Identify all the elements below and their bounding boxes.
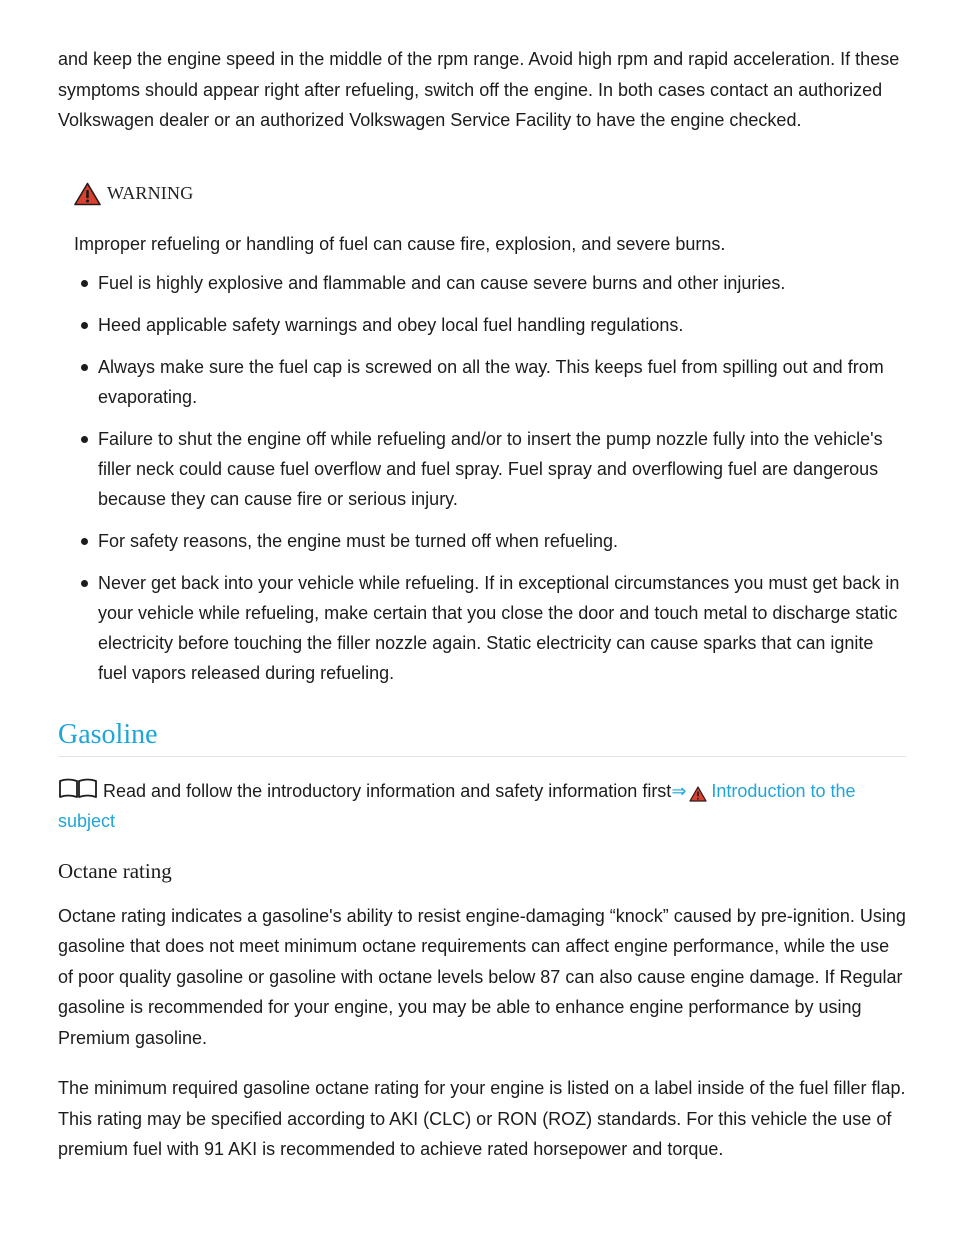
warning-item-text: Never get back into your vehicle while refueling. If in exceptional circumstances you must get back in your vehicle while refueling, make certain that you close the door and touch metal to discharge static electricity before touching the filler nozzle again. Static electricity can cause sparks that can ignite fuel vapors released during refueling.	[98, 572, 900, 683]
small-warning-icon	[688, 781, 708, 803]
warning-list-item	[74, 352, 906, 412]
warning-header	[74, 180, 906, 208]
warning-item-text: Failure to shut the engine off while refueling and/or to insert the pump nozzle fully into the vehicle's filler neck could cause fuel overflow and fuel spray. Fuel spray and overflowing fuel are dangerous because they can cause fire or serious injury.	[98, 428, 883, 509]
introduction-link-text[interactable]: Introduction to the subject	[58, 780, 856, 831]
intro-text: Read and follow the introductory information and safety information first	[103, 780, 672, 801]
warning-item-text: Heed applicable safety warnings and obey local fuel handling regulations.	[98, 314, 684, 335]
bullet-dot	[81, 322, 88, 329]
warning-lead: Improper refueling or handling of fuel can cause fire, explosion, and severe burns.	[74, 233, 726, 254]
warning-list	[74, 268, 906, 688]
bullet-dot	[81, 436, 88, 443]
octane-paragraph-1: Octane rating indicates a gasoline's ability to resist engine-damaging “knock” caused by pre-ignition. Using gasoline that does not meet minimum octane requirements can affect engine performance, while the use of poor quality gasoline or gasoline with octane levels below 87 can also cause engine damage. If Regular gasoline is recommended for your engine, you may be able to enhance engine performance by using Premium gasoline.	[58, 905, 906, 1048]
octane-heading: Octane rating	[58, 858, 172, 883]
warning-item-text: For safety reasons, the engine must be turned off when refueling.	[98, 530, 618, 551]
manual-page	[58, 44, 906, 1165]
warning-box	[74, 180, 906, 688]
section-title: Gasoline	[58, 718, 906, 757]
warning-title: WARNING	[107, 183, 194, 203]
book-icon	[58, 781, 103, 801]
octane-paragraph-2: The minimum required gasoline octane rating for your engine is listed on a label inside of the fuel filler flap. This rating may be specified according to AKI (CLC) or RON (ROZ) standards. For this vehicle the use of premium fuel with 91 AKI is recommended to achieve rated horsepower and torque.	[58, 1078, 906, 1159]
bullet-dot	[81, 538, 88, 545]
warning-list-item	[74, 424, 906, 514]
warning-list-item	[74, 268, 906, 298]
warning-item-text: Fuel is highly explosive and flammable and can cause severe burns and other injuries.	[98, 272, 786, 293]
intro-line	[58, 776, 906, 836]
warning-list-item	[74, 526, 906, 556]
bullet-dot	[81, 280, 88, 287]
warning-triangle-icon	[74, 182, 101, 206]
bullet-dot	[81, 580, 88, 587]
continuation-paragraph: and keep the engine speed in the middle of the rpm range. Avoid high rpm and rapid acceleration. If these symptoms should appear right after refueling, switch off the engine. In both cases contact an authorized Volkswagen dealer or an authorized Volkswagen Service Facility to have the engine checked.	[58, 49, 900, 130]
warning-list-item	[74, 568, 906, 688]
warning-list-item	[74, 310, 906, 340]
warning-item-text: Always make sure the fuel cap is screwed on all the way. This keeps fuel from spilling out and from evaporating.	[98, 356, 884, 407]
bullet-dot	[81, 364, 88, 371]
intro-arrow[interactable]: ⇒	[671, 780, 687, 801]
